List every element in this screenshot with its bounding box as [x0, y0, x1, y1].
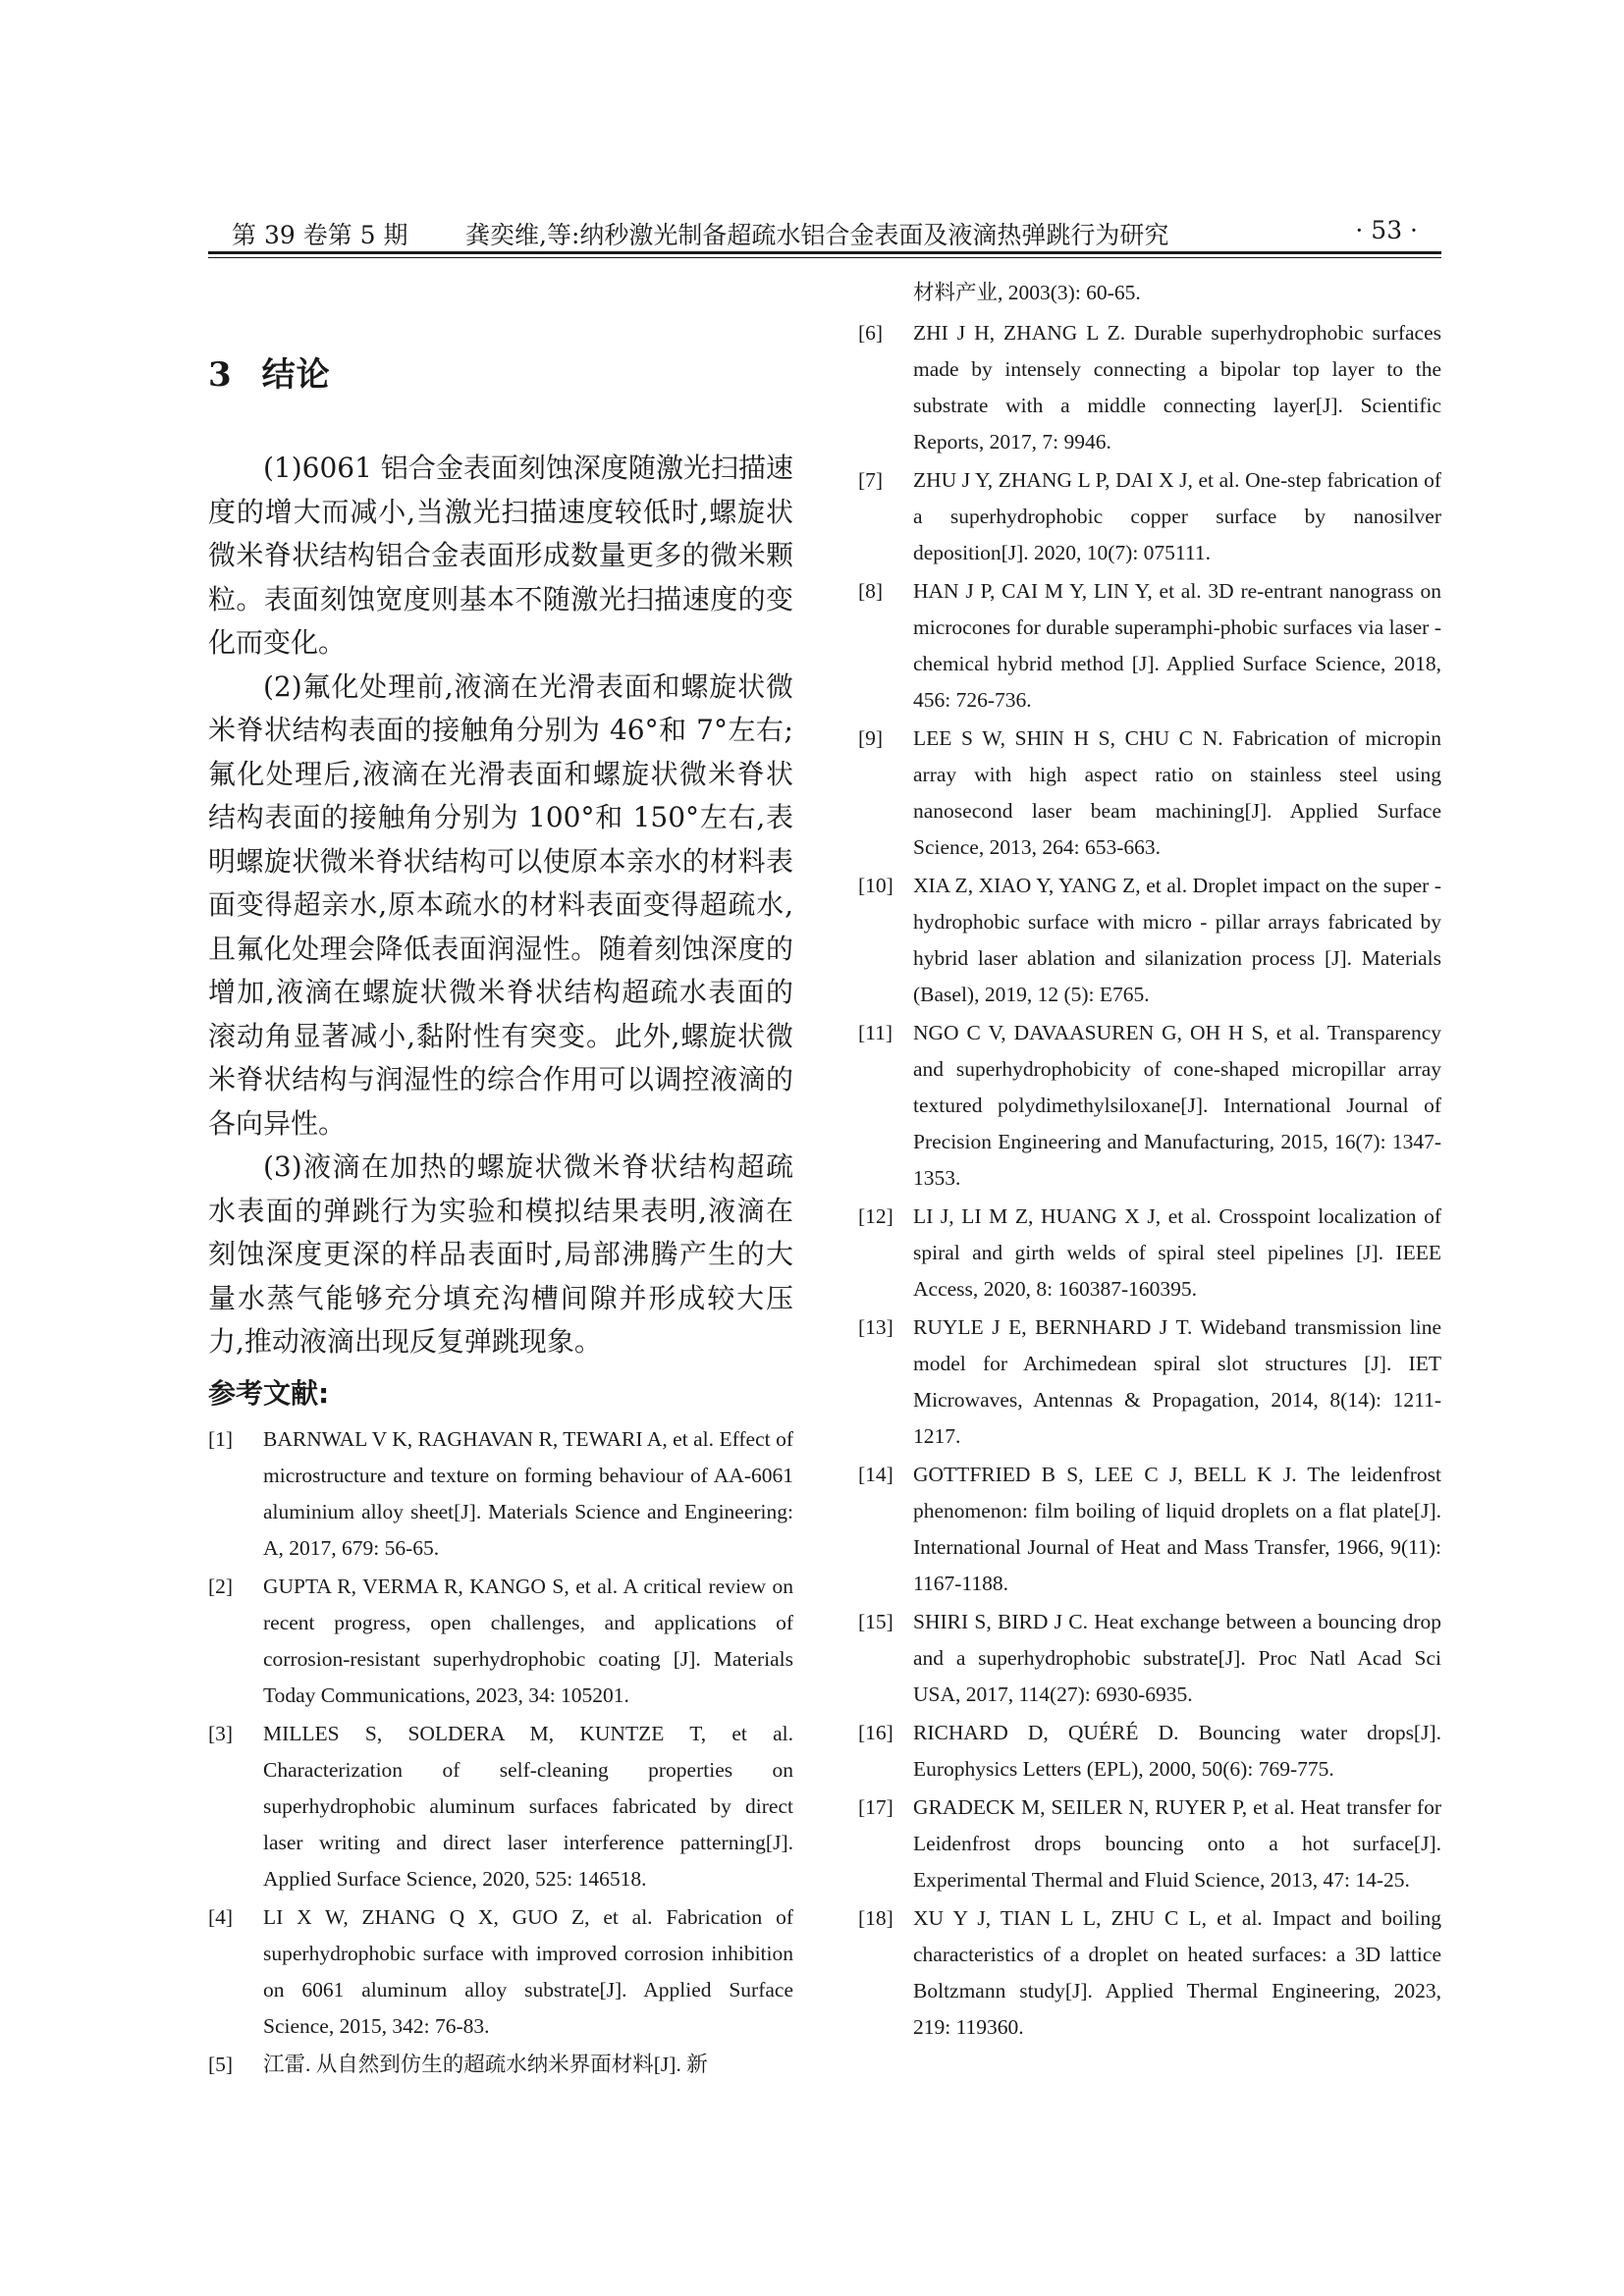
reference-item — [858, 1900, 1441, 2046]
reference-item — [208, 2047, 793, 2083]
reference-number: [8] — [858, 579, 884, 603]
section-heading — [208, 347, 793, 396]
reference-number: [5] — [208, 2052, 234, 2076]
reference-number: [11] — [858, 1021, 893, 1044]
reference-text: GUPTA R, VERMA R, KANGO S, et al. A critical review on recent progress, open challenges, and applications of corrosion-resistant superhydrophobic coating [J]. Materials Today Communications, 2023, 34: 105201. — [263, 1574, 793, 1707]
reference-number: [14] — [858, 1463, 893, 1486]
reference-text: XIA Z, XIAO Y, YANG Z, et al. Droplet impact on the super - hydrophobic surface with micro - pillar arrays fabricated by hybrid laser ablation and silanization process [J]. Materials (Basel), 2019, 12 (5): E765. — [913, 874, 1441, 1006]
reference-text: SHIRI S, BIRD J C. Heat exchange between a bouncing drop and a superhydrophobic substrate[J]. Proc Natl Acad Sci USA, 2017, 114(27): 6930-6935. — [913, 1610, 1441, 1706]
right-column — [858, 275, 1441, 2048]
conclusion-paragraph-2: (2)氟化处理前,液滴在光滑表面和螺旋状微米脊状结构表面的接触角分别为 46°和 7°左右;氟化处理后,液滴在光滑表面和螺旋状微米脊状结构表面的接触角分别为 100°和 150°左右,表明螺旋状微米脊状结构可以使原本亲水的材料表面变得超亲水,原本疏水的材料表面变得超疏水,且氟化处理会降低表面润湿性。随着刻蚀深度的增加,液滴在螺旋状微米脊状结构超疏水表面的滚动角显著减小,黏附性有突变。此外,螺旋状微米脊状结构与润湿性的综合作用可以调控液滴的各向异性。 — [208, 669, 793, 1140]
reference-item — [858, 315, 1441, 460]
running-header — [208, 206, 1441, 253]
reference-number: [3] — [208, 1721, 234, 1745]
reference-text: LI X W, ZHANG Q X, GUO Z, et al. Fabrication of superhydrophobic surface with improved corrosion inhibition on 6061 aluminum alloy substrate[J]. Applied Surface Science, 2015, 342: 76-83. — [263, 1904, 793, 2038]
reference-number: [1] — [208, 1426, 234, 1451]
reference-number: [18] — [858, 1906, 893, 1930]
conclusion-paragraph-3: (3)液滴在加热的螺旋状微米脊状结构超疏水表面的弹跳行为实验和模拟结果表明,液滴在刻蚀深度更深的样品表面时,局部沸腾产生的大量水蒸气能够充分填充沟槽间隙并形成较大压力,推动液滴出现反复弹跳现象。 — [208, 1150, 793, 1358]
reference-number: [2] — [208, 1574, 234, 1598]
reference-text: XU Y J, TIAN L L, ZHU C L, et al. Impact and boiling characteristics of a droplet on heated surfaces: a 3D lattice Boltzmann study[J]. Applied Thermal Engineering, 2023, 219: 119360. — [913, 1906, 1441, 2039]
reference-text: GRADECK M, SEILER N, RUYER P, et al. Heat transfer for Leidenfrost drops bouncing onto a hot surface[J]. Experimental Thermal and Fluid Science, 2013, 47: 14-25. — [913, 1795, 1441, 1892]
reference-item — [858, 1309, 1441, 1455]
reference-list-left — [208, 1421, 793, 2083]
reference-number: [16] — [858, 1721, 893, 1744]
reference-item — [858, 1789, 1441, 1898]
journal-issue: 第 39 卷第 5 期 — [232, 221, 408, 249]
reference-item — [208, 1421, 793, 1567]
reference-item — [858, 1015, 1441, 1197]
reference-text: ZHI J H, ZHANG L Z. Durable superhydrophobic surfaces made by intensely connecting a bipolar top layer to the substrate with a middle connecting layer[J]. Scientific Reports, 2017, 7: 9946. — [913, 321, 1441, 454]
reference-item — [858, 1199, 1441, 1308]
reference-number: [10] — [858, 874, 893, 897]
reference-number: [13] — [858, 1315, 893, 1339]
reference-text: NGO C V, DAVAASUREN G, OH H S, et al. Transparency and superhydrophobicity of cone-shaped micropillar array textured polydimethylsiloxane[J]. International Journal of Precision Engineering and Manufacturing, 2015, 16(7): 1347-1353. — [913, 1021, 1441, 1190]
header-rule-thin — [208, 257, 1441, 258]
reference-number: [9] — [858, 726, 884, 750]
reference-5-continuation: 材料产业, 2003(3): 60-65. — [913, 281, 1141, 304]
header-rule-thick — [208, 251, 1441, 254]
conclusion-paragraph-1: (1)6061 铝合金表面刻蚀深度随激光扫描速度的增大而减小,当激光扫描速度较低时,螺旋状微米脊状结构铝合金表面形成数量更多的微米颗粒。表面刻蚀宽度则基本不随激光扫描速度的变化而变化。 — [208, 452, 793, 659]
reference-list-right — [858, 315, 1441, 2046]
reference-item — [208, 1569, 793, 1714]
references-heading: 参考文献: — [208, 1376, 330, 1410]
page-number: · 53 · — [1355, 216, 1418, 244]
reference-text: RUYLE J E, BERNHARD J T. Wideband transmission line model for Archimedean spiral slot structures [J]. IET Microwaves, Antennas & Propagation, 2014, 8(14): 1211-1217. — [913, 1315, 1441, 1448]
reference-item — [858, 1715, 1441, 1788]
reference-text: MILLES S, SOLDERA M, KUNTZE T, et al. Characterization of self-cleaning properties on superhydrophobic aluminum surfaces fabricated by direct laser writing and direct laser interference patterning[J]. Applied Surface Science, 2020, 525: 146518. — [263, 1721, 793, 1891]
reference-item — [858, 721, 1441, 866]
left-column — [208, 275, 793, 2085]
reference-item — [858, 868, 1441, 1013]
reference-text: RICHARD D, QUÉRÉ D. Bouncing water drops[J]. Europhysics Letters (EPL), 2000, 50(6): 769-775. — [913, 1721, 1441, 1781]
reference-item — [208, 1899, 793, 2045]
reference-item — [858, 1604, 1441, 1713]
reference-text: BARNWAL V K, RAGHAVAN R, TEWARI A, et al. Effect of microstructure and texture on forming behaviour of AA-6061 aluminium alloy sheet[J]. Materials Science and Engineering: A, 2017, 679: 56-65. — [263, 1426, 793, 1560]
reference-number: [6] — [858, 321, 884, 345]
reference-text: GOTTFRIED B S, LEE C J, BELL K J. The leidenfrost phenomenon: film boiling of liquid droplets on a flat plate[J]. International Journal of Heat and Mass Transfer, 1966, 9(11): 1167-1188. — [913, 1463, 1441, 1595]
reference-number: [15] — [858, 1610, 893, 1633]
reference-number: [17] — [858, 1795, 893, 1819]
section-title: 结论 — [261, 355, 331, 395]
reference-number: [12] — [858, 1204, 893, 1228]
reference-text: ZHU J Y, ZHANG L P, DAI X J, et al. One-step fabrication of a superhydrophobic copper surface by nanosilver deposition[J]. 2020, 10(7): 075111. — [913, 468, 1441, 564]
reference-text: LEE S W, SHIN H S, CHU C N. Fabrication of micropin array with high aspect ratio on stainless steel using nanosecond laser beam machining[J]. Applied Surface Science, 2013, 264: 653-663. — [913, 726, 1441, 859]
reference-number: [7] — [858, 468, 884, 492]
reference-item — [858, 573, 1441, 719]
reference-text: LI J, LI M Z, HUANG X J, et al. Crosspoint localization of spiral and girth welds of spiral steel pipelines [J]. IEEE Access, 2020, 8: 160387-160395. — [913, 1204, 1441, 1301]
article-running-title: 龚奕维,等:纳秒激光制备超疏水铝合金表面及液滴热弹跳行为研究 — [465, 221, 1169, 249]
reference-item — [858, 1457, 1441, 1602]
reference-number: [4] — [208, 1904, 234, 1929]
reference-text: 江雷. 从自然到仿生的超疏水纳米界面材料[J]. 新 — [263, 2052, 708, 2076]
reference-item — [858, 462, 1441, 571]
section-number: 3 — [208, 355, 233, 395]
reference-text: HAN J P, CAI M Y, LIN Y, et al. 3D re-entrant nanograss on microcones for durable superamphi-phobic surfaces via laser - chemical hybrid method [J]. Applied Surface Science, 2018, 456: 726-736. — [913, 579, 1441, 712]
reference-item — [208, 1716, 793, 1897]
